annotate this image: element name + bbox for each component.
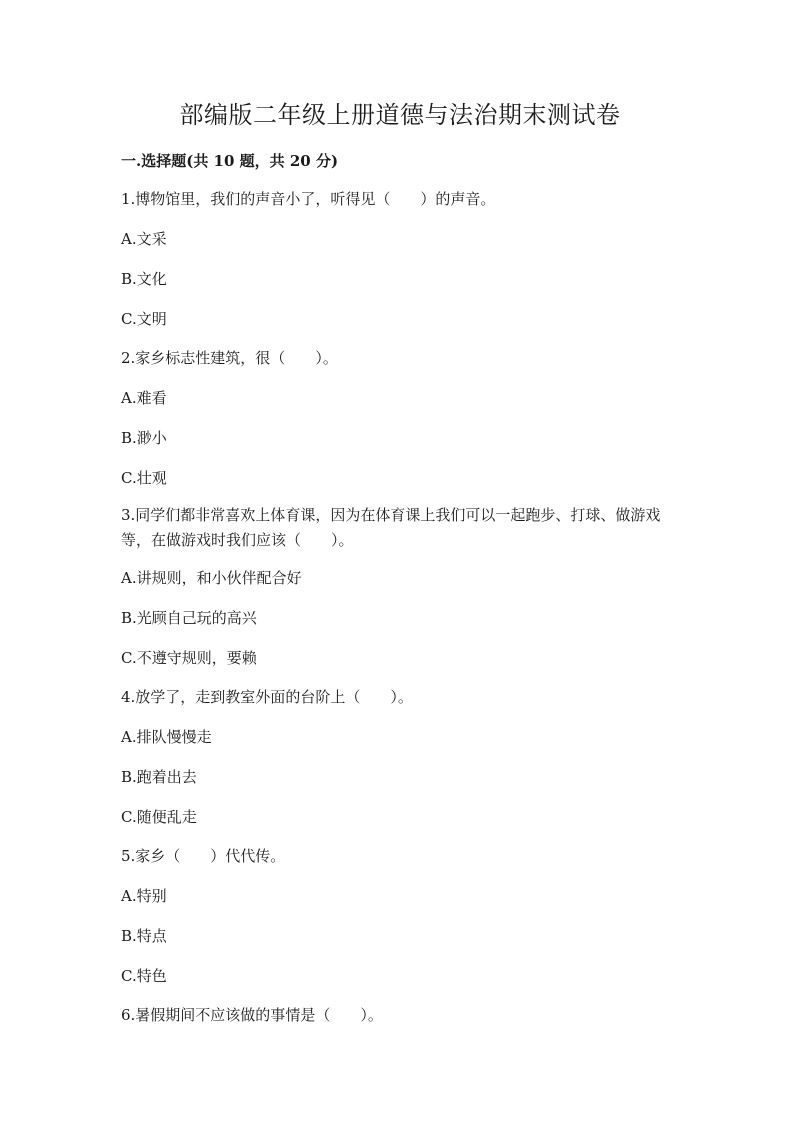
question-6-stem: 6.暑假期间不应该做的事情是（ ）。: [121, 1006, 383, 1024]
question-3-option-b: B.光顾自己玩的高兴: [121, 609, 257, 627]
question-2-option-b: B.渺小: [121, 429, 167, 447]
question-5-option-b: B.特点: [121, 927, 167, 945]
question-3-option-c: C.不遵守规则，要赖: [121, 649, 257, 667]
question-3-stem: 3.同学们都非常喜欢上体育课，因为在体育课上我们可以一起跑步、打球、做游戏等，在做游戏时我们应该（ ）。: [121, 506, 661, 549]
question-5-option-a: A.特别: [121, 887, 167, 905]
question-1-option-c: C.文明: [121, 310, 167, 328]
question-3-option-a: A.讲规则，和小伙伴配合好: [121, 569, 302, 587]
question-5-option-c: C.特色: [121, 967, 167, 985]
page-title: 部编版二年级上册道德与法治期末测试卷: [179, 101, 621, 129]
section-heading: 一.选择题(共 10 题，共 20 分): [121, 152, 339, 170]
question-1-option-a: A.文采: [121, 230, 167, 248]
question-1-option-b: B.文化: [121, 270, 167, 288]
question-4-option-b: B.跑着出去: [121, 768, 197, 786]
question-4-option-c: C.随便乱走: [121, 808, 197, 826]
question-2-option-c: C.壮观: [121, 469, 167, 487]
question-4-stem: 4.放学了，走到教室外面的台阶上（ ）。: [121, 688, 413, 706]
question-5-stem: 5.家乡（ ）代代传。: [121, 847, 286, 865]
question-2-stem: 2.家乡标志性建筑，很（ ）。: [121, 349, 338, 367]
question-1-stem: 1.博物馆里，我们的声音小了，听得见（ ）的声音。: [121, 190, 496, 208]
question-2-option-a: A.难看: [121, 389, 167, 407]
question-4-option-a: A.排队慢慢走: [121, 728, 212, 746]
